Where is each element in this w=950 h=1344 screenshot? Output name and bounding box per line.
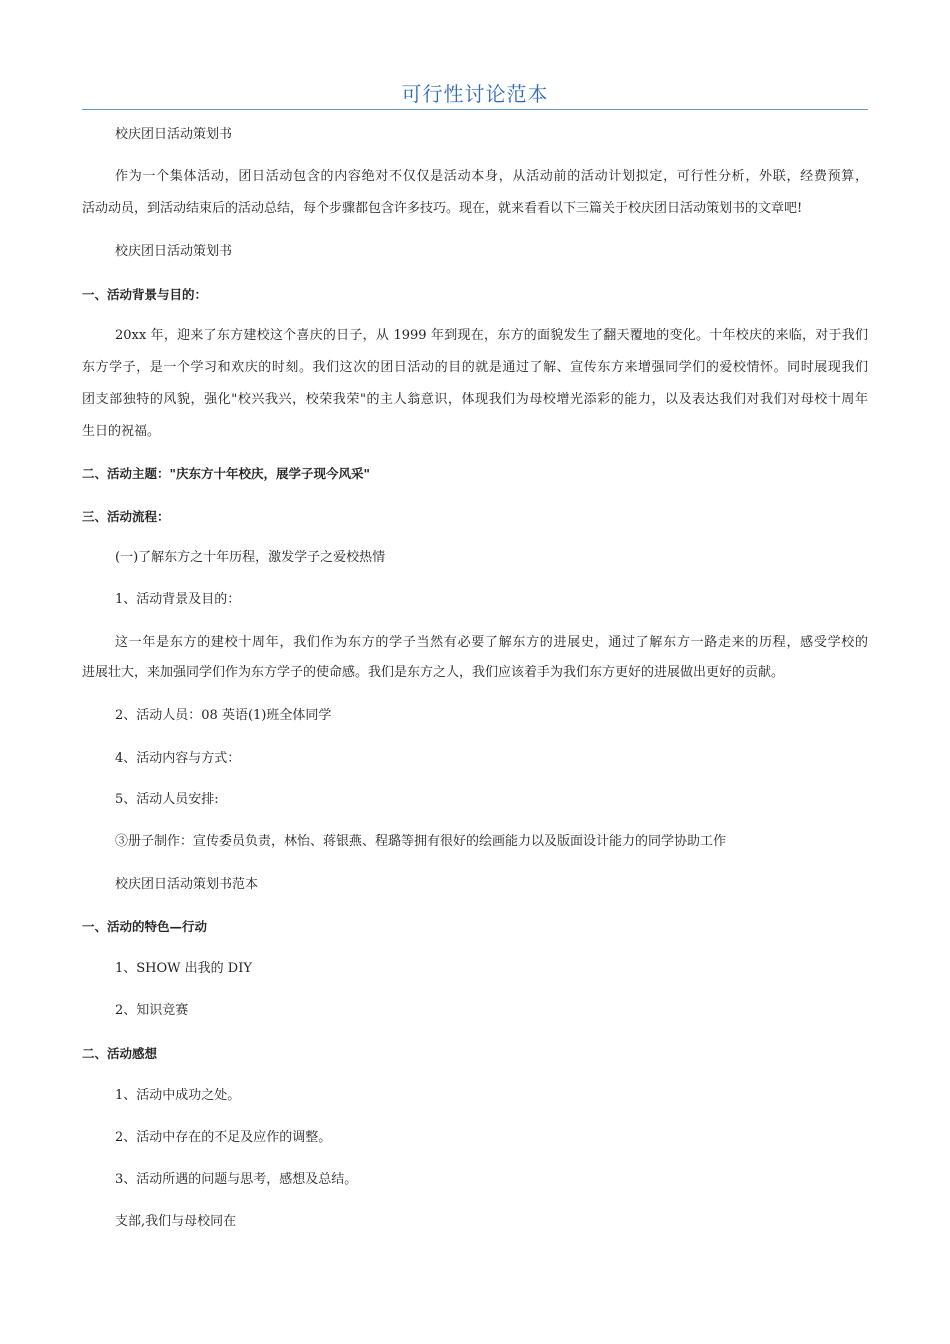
list-item: 5、活动人员安排: — [115, 792, 219, 807]
text-line: 作为一个集体活动，团日活动包含的内容绝对不仅仅是活动本身，从活动前的活动计划拟定，可行性分析，外联，经费预算， — [115, 169, 868, 184]
list-item: (一)了解东方之十年历程，激发学子之爱校热情 — [115, 550, 386, 565]
text-line: 20xx 年，迎来了东方建校这个喜庆的日子，从 1999 年到现在，东方的面貌发生了翻天覆地的变化。十年校庆的来临，对于我们 — [115, 328, 868, 343]
list-item: 2、活动中存在的不足及应作的调整。 — [115, 1130, 332, 1145]
intro-heading: 校庆团日活动策划书 — [115, 127, 233, 142]
text-line: 团支部独特的风貌，强化"校兴我兴，校荣我荣"的主人翁意识，体现我们为母校增光添彩的能力，以及表达我们对我们对母校十周年 — [82, 392, 868, 407]
text-line: 东方学子，是一个学习和欢庆的时刻。我们这次的团日活动的目的就是通过了解、宣传东方来增强同学们的爱校情怀。同时展现我们 — [82, 360, 868, 375]
list-item: 1、活动中成功之处。 — [115, 1088, 241, 1103]
section-title: 校庆团日活动策划书范本 — [115, 877, 259, 892]
heading-theme: 二、活动主题："庆东方十年校庆，展学子现今风采" — [82, 466, 371, 481]
list-item: 4、活动内容与方式： — [115, 751, 241, 766]
list-item: 3、活动所遇的问题与思考，感想及总结。 — [115, 1172, 358, 1187]
text-line: 进展壮大，来加强同学们作为东方学子的使命感。我们是东方之人，我们应该着手为我们东方更好的进展做出更好的贡献。 — [82, 665, 785, 680]
heading-reflection: 二、活动感想 — [82, 1046, 158, 1061]
text-line: 活动动员，到活动结束后的活动总结，每个步骤都包含许多技巧。现在，就来看看以下三篇关于校庆团日活动策划书的文章吧! — [82, 201, 803, 216]
text-line: 这一年是东方的建校十周年，我们作为东方的学子当然有必要了解东方的进展史，通过了解东方一路走来的历程，感受学校的 — [115, 635, 868, 650]
list-item: 1、活动背景及目的： — [115, 592, 241, 607]
process-paragraph — [82, 635, 868, 681]
title-underline — [82, 109, 868, 110]
background-paragraph — [82, 328, 868, 440]
closing-line: 支部,我们与母校同在 — [115, 1214, 237, 1229]
list-item: 2、知识竞赛 — [115, 1003, 189, 1018]
heading-background-purpose: 一、活动背景与目的： — [82, 287, 208, 302]
document-title: 可行性讨论范本 — [401, 82, 549, 106]
intro-paragraph — [82, 169, 868, 217]
heading-features: 一、活动的特色—行动 — [82, 919, 208, 934]
text-line: 生日的祝福。 — [82, 424, 161, 439]
heading-process: 三、活动流程： — [82, 509, 170, 524]
section-title: 校庆团日活动策划书 — [115, 244, 233, 259]
list-item: ③册子制作：宣传委员负责，林怡、蒋银燕、程璐等拥有很好的绘画能力以及版面设计能力的同学协助工作 — [115, 834, 727, 849]
list-item: 2、活动人员：08 英语(1)班全体同学 — [115, 708, 332, 723]
list-item: 1、SHOW 出我的 DIY — [115, 961, 252, 976]
